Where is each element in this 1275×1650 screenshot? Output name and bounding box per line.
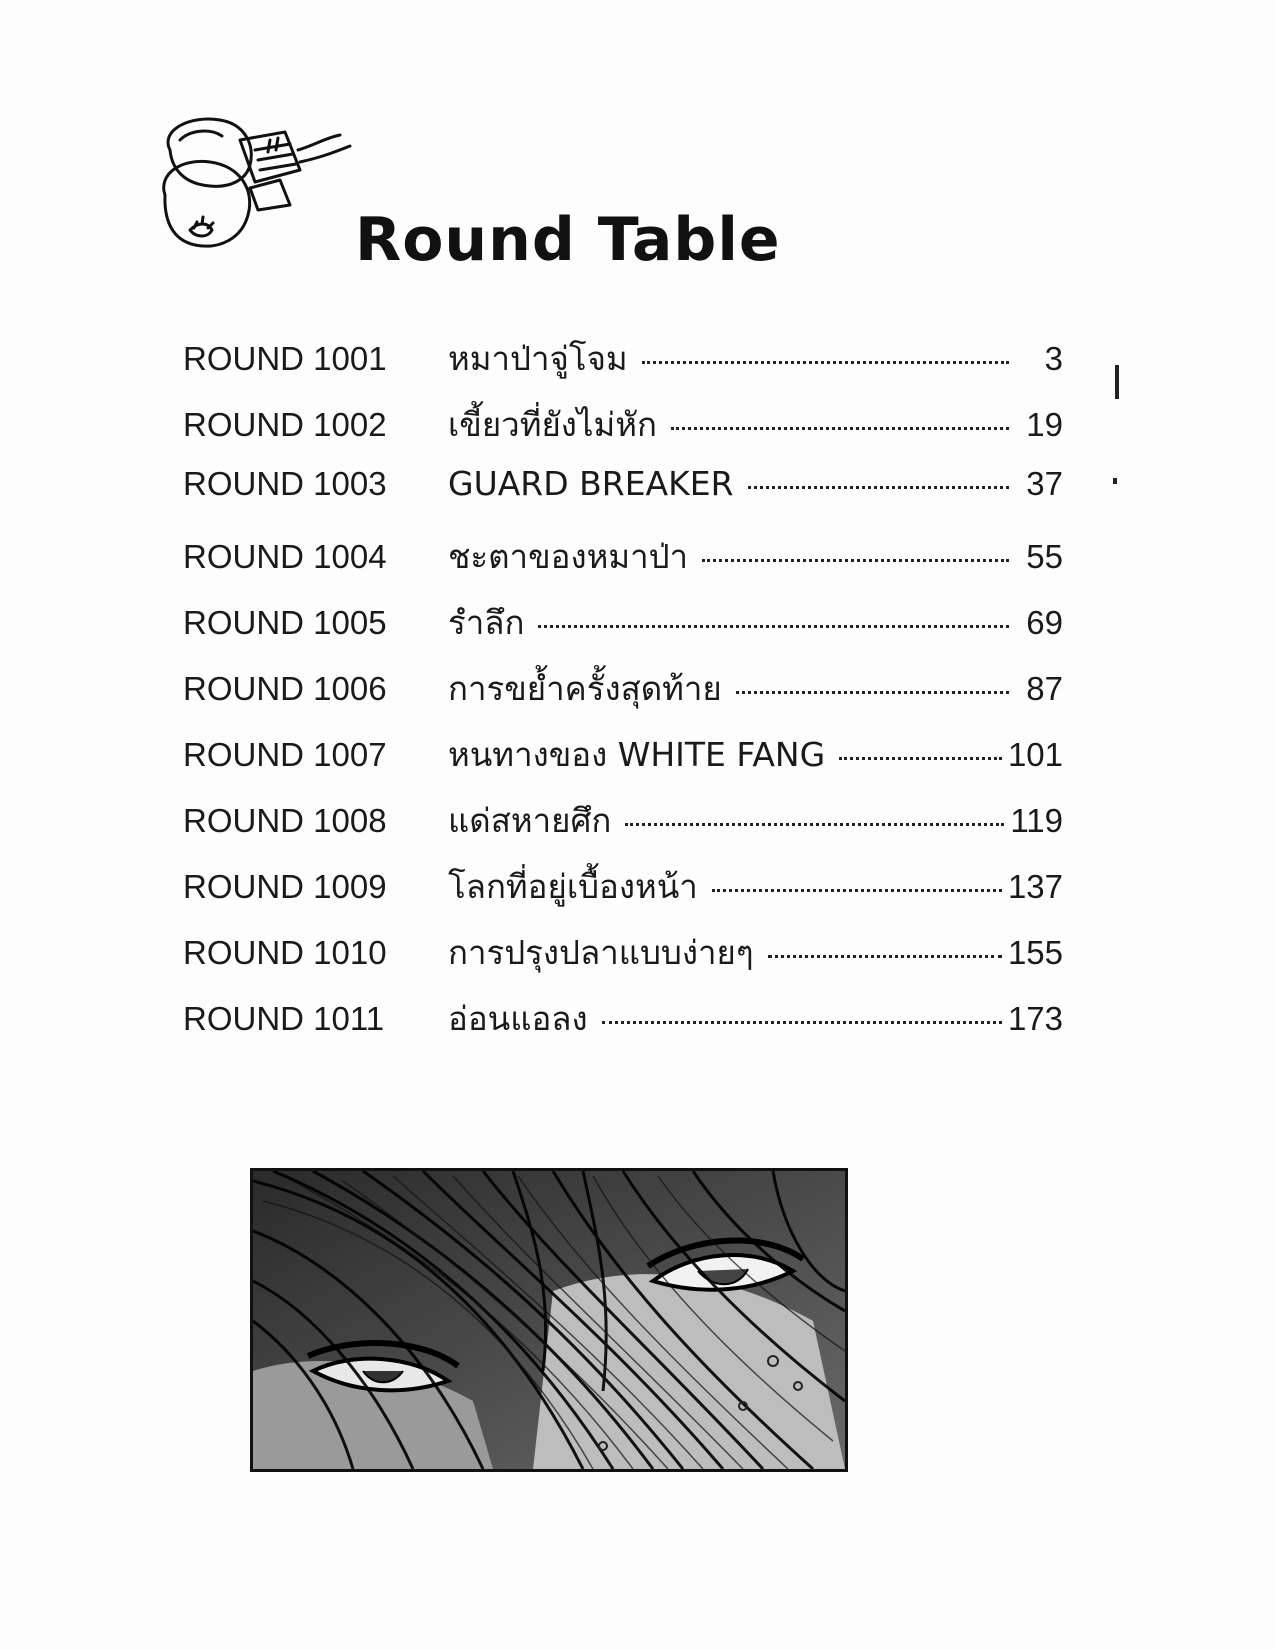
toc-leader-dots (839, 756, 1002, 760)
toc-leader-dots (748, 485, 1009, 489)
toc-page-number: 173 (1007, 1000, 1063, 1037)
toc-round-label: ROUND 1007 (183, 736, 387, 773)
toc-chapter-title: การปรุงปลาแบบง่ายๆ (448, 933, 754, 972)
manga-eyes-panel (250, 1168, 848, 1472)
toc-page-number: 87 (1026, 670, 1063, 707)
toc-chapter-title: เขี้ยวที่ยังไม่หัก (448, 405, 657, 444)
toc-page-number: 119 (1010, 802, 1063, 839)
toc-leader-dots (768, 954, 1002, 958)
toc-leader-dots (736, 690, 1009, 694)
toc-page-number: 19 (1026, 406, 1063, 443)
toc-chapter-title: หมาป่าจู่โจม (448, 339, 628, 378)
toc-chapter-title: รำลึก (448, 603, 525, 642)
scan-speck (1115, 365, 1119, 399)
toc-round-label: ROUND 1009 (183, 868, 387, 905)
toc-page-number: 101 (1007, 736, 1063, 773)
toc-page-number: 69 (1026, 604, 1063, 641)
toc-row (183, 992, 1063, 1058)
toc-round-label: ROUND 1005 (183, 604, 387, 641)
toc-page-number: 155 (1007, 934, 1063, 971)
toc-row (183, 464, 1063, 530)
toc-round-label: ROUND 1010 (183, 934, 387, 971)
boxing-gloves-icon (150, 110, 360, 260)
toc-round-label: ROUND 1003 (183, 465, 387, 502)
toc-page-number: 55 (1026, 538, 1063, 575)
toc-row (183, 398, 1063, 464)
toc-chapter-title: โลกที่อยู่เบื้องหน้า (448, 867, 698, 906)
toc-row (183, 662, 1063, 728)
toc-chapter-title: ชะตาของหมาป่า (448, 537, 689, 576)
toc-row (183, 794, 1063, 860)
toc-round-label: ROUND 1004 (183, 538, 387, 575)
manga-illustration (253, 1171, 845, 1469)
toc-page-number: 3 (1044, 340, 1063, 377)
toc-row (183, 860, 1063, 926)
toc-round-label: ROUND 1011 (183, 1000, 385, 1037)
page-title: Round Table (355, 205, 781, 275)
toc-row (183, 926, 1063, 992)
toc-leader-dots (602, 1020, 1002, 1024)
toc-leader-dots (671, 426, 1009, 430)
toc-round-label: ROUND 1002 (183, 406, 387, 443)
toc-leader-dots (702, 558, 1009, 562)
toc-chapter-title: อ่อนแอลง (448, 999, 588, 1038)
toc-chapter-title: หนทางของ WHITE FANG (448, 735, 826, 774)
toc-leader-dots (538, 624, 1009, 628)
toc-round-label: ROUND 1001 (183, 340, 387, 377)
toc-round-label: ROUND 1008 (183, 802, 387, 839)
toc-round-label: ROUND 1006 (183, 670, 387, 707)
toc-leader-dots (625, 822, 1004, 826)
toc-row (183, 596, 1063, 662)
table-of-contents (183, 332, 1063, 1058)
scan-speck (1113, 478, 1117, 484)
toc-chapter-title: การขย้ำครั้งสุดท้าย (448, 669, 722, 708)
toc-row (183, 530, 1063, 596)
toc-chapter-title: GUARD BREAKER (448, 464, 734, 503)
toc-row (183, 728, 1063, 794)
toc-row (183, 332, 1063, 398)
toc-chapter-title: แด่สหายศึก (448, 801, 612, 840)
toc-leader-dots (642, 360, 1009, 364)
toc-page-number: 37 (1026, 465, 1063, 502)
toc-leader-dots (712, 888, 1002, 892)
toc-page-number: 137 (1007, 868, 1063, 905)
